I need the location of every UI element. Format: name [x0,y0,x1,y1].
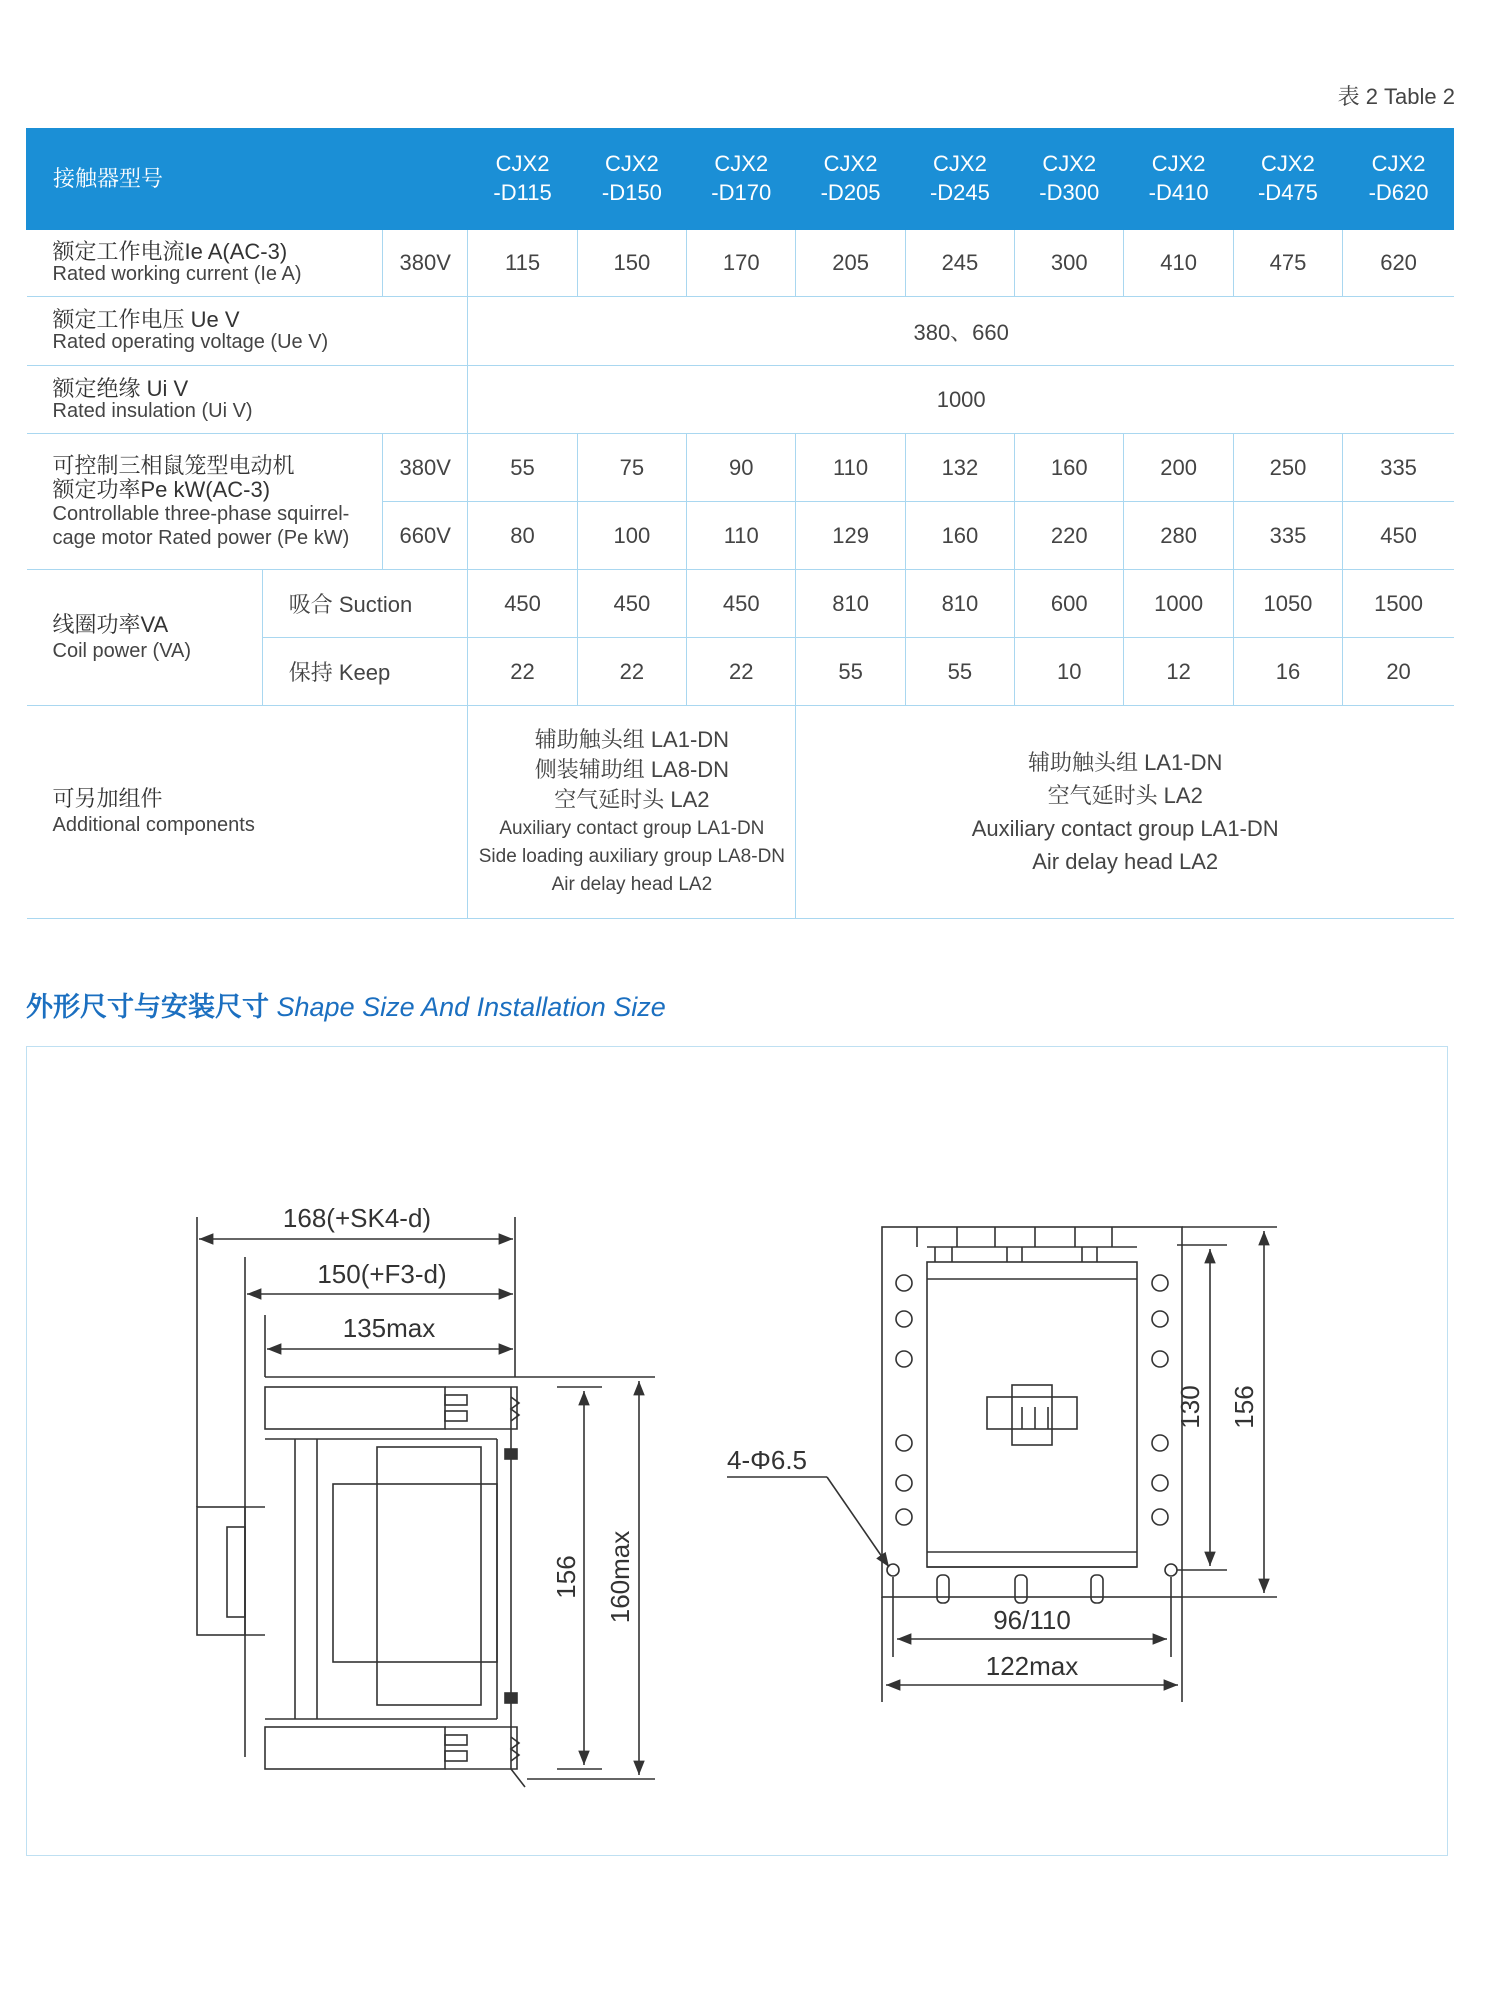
value-cell: 10 [1015,638,1124,706]
value-cell: 115 [468,229,577,297]
row-insulation [27,366,1455,434]
value-cell: 22 [687,638,796,706]
model-col: CJX2 -D115 [468,129,577,229]
value-cell: 1000 [468,366,1454,434]
value-cell: 1050 [1233,570,1342,638]
dim-96-110: 96/110 [993,1605,1071,1635]
value-cell: 100 [577,502,686,570]
value-cell: 22 [577,638,686,706]
sub-label: 保持 Keep [262,638,468,706]
row-label: 线圈功率VA Coil power (VA) [27,570,263,706]
dim-156-front: 156 [1229,1385,1259,1429]
value-cell: 55 [905,638,1014,706]
row-additional [27,706,1455,919]
side-view [197,1217,655,1787]
value-cell: 170 [687,229,796,297]
dimension-drawing [27,1047,1447,1855]
value-cell: 220 [1015,502,1124,570]
model-col: CJX2 -D170 [687,129,796,229]
row-power-380 [27,434,1455,502]
value-cell: 250 [1233,434,1342,502]
value-cell: 160 [905,502,1014,570]
row-current [27,229,1455,297]
model-header-label: 接触器型号 [27,129,468,229]
dim-150: 150(+F3-d) [317,1259,447,1289]
value-cell: 380、660 [468,297,1454,366]
screw-column-right [1152,1275,1168,1525]
dim-160max: 160max [605,1530,635,1624]
voltage-cell: 380V [383,229,468,297]
value-cell: 80 [468,502,577,570]
value-cell: 280 [1124,502,1233,570]
value-cell: 110 [687,502,796,570]
value-cell: 600 [1015,570,1124,638]
screw-column-left [896,1275,912,1525]
voltage-cell: 380V [383,434,468,502]
value-cell: 1000 [1124,570,1233,638]
dim-168: 168(+SK4-d) [282,1203,432,1233]
row-label: 额定绝缘 Ui V Rated insulation (Ui V) [27,366,468,434]
row-label: 额定工作电压 Ue V Rated operating voltage (Ue V) [27,297,468,366]
value-cell: 55 [796,638,905,706]
value-cell: 75 [577,434,686,502]
sub-label: 吸合 Suction [262,570,468,638]
value-cell: 129 [796,502,905,570]
value-cell: 150 [577,229,686,297]
row-label: 可另加组件 Additional components [27,706,468,919]
value-cell: 200 [1124,434,1233,502]
dim-156-side: 156 [551,1555,581,1599]
drawing-frame [26,1046,1448,1856]
value-cell: 20 [1343,638,1454,706]
value-cell: 1500 [1343,570,1454,638]
value-cell: 335 [1233,502,1342,570]
model-col: CJX2 -D205 [796,129,905,229]
table-caption: 表 2 Table 2 [1337,84,1455,109]
row-coil-suction [27,570,1455,638]
model-col: CJX2 -D410 [1124,129,1233,229]
value-cell: 110 [796,434,905,502]
value-cell: 450 [577,570,686,638]
section-title: 外形尺寸与安装尺寸 Shape Size And Installation Size [26,992,666,1022]
row-label: 额定工作电流Ie A(AC-3) Rated working current (Ie A) [27,229,383,297]
value-cell: 12 [1124,638,1233,706]
value-cell: 335 [1343,434,1454,502]
value-cell: 450 [1343,502,1454,570]
value-cell: 16 [1233,638,1342,706]
value-cell: 450 [687,570,796,638]
value-cell: 410 [1124,229,1233,297]
header-row [27,129,1455,229]
dim-hole: 4-Φ6.5 [727,1445,808,1475]
value-cell: 160 [1015,434,1124,502]
model-col: CJX2 -D475 [1233,129,1342,229]
value-cell: 245 [905,229,1014,297]
value-cell: 205 [796,229,905,297]
row-voltage [27,297,1455,366]
components-right: 辅助触头组 LA1-DN 空气延时头 LA2 Auxiliary contact group LA1-DN Air delay head LA2 [796,706,1454,919]
components-left: 辅助触头组 LA1-DN 侧装辅助组 LA8-DN 空气延时头 LA2 Auxiliary contact group LA1-DN Side loading auxiliary group LA8-DN Air delay head LA2 [468,706,796,919]
voltage-cell: 660V [383,502,468,570]
dim-135: 135max [342,1313,436,1343]
model-col: CJX2 -D150 [577,129,686,229]
model-col: CJX2 -D620 [1343,129,1454,229]
value-cell: 450 [468,570,577,638]
dim-122max: 122max [985,1651,1079,1681]
value-cell: 22 [468,638,577,706]
dim-130: 130 [1175,1385,1205,1429]
model-col: CJX2 -D245 [905,129,1014,229]
model-col: CJX2 -D300 [1015,129,1124,229]
value-cell: 300 [1015,229,1124,297]
value-cell: 90 [687,434,796,502]
row-label: 可控制三相鼠笼型电动机 额定功率Pe kW(AC-3) Controllable three-phase squirrel- cage motor Rated power (Pe kW) [27,434,383,570]
value-cell: 475 [1233,229,1342,297]
value-cell: 132 [905,434,1014,502]
value-cell: 810 [796,570,905,638]
spec-table [26,128,1454,919]
value-cell: 810 [905,570,1014,638]
value-cell: 620 [1343,229,1454,297]
value-cell: 55 [468,434,577,502]
